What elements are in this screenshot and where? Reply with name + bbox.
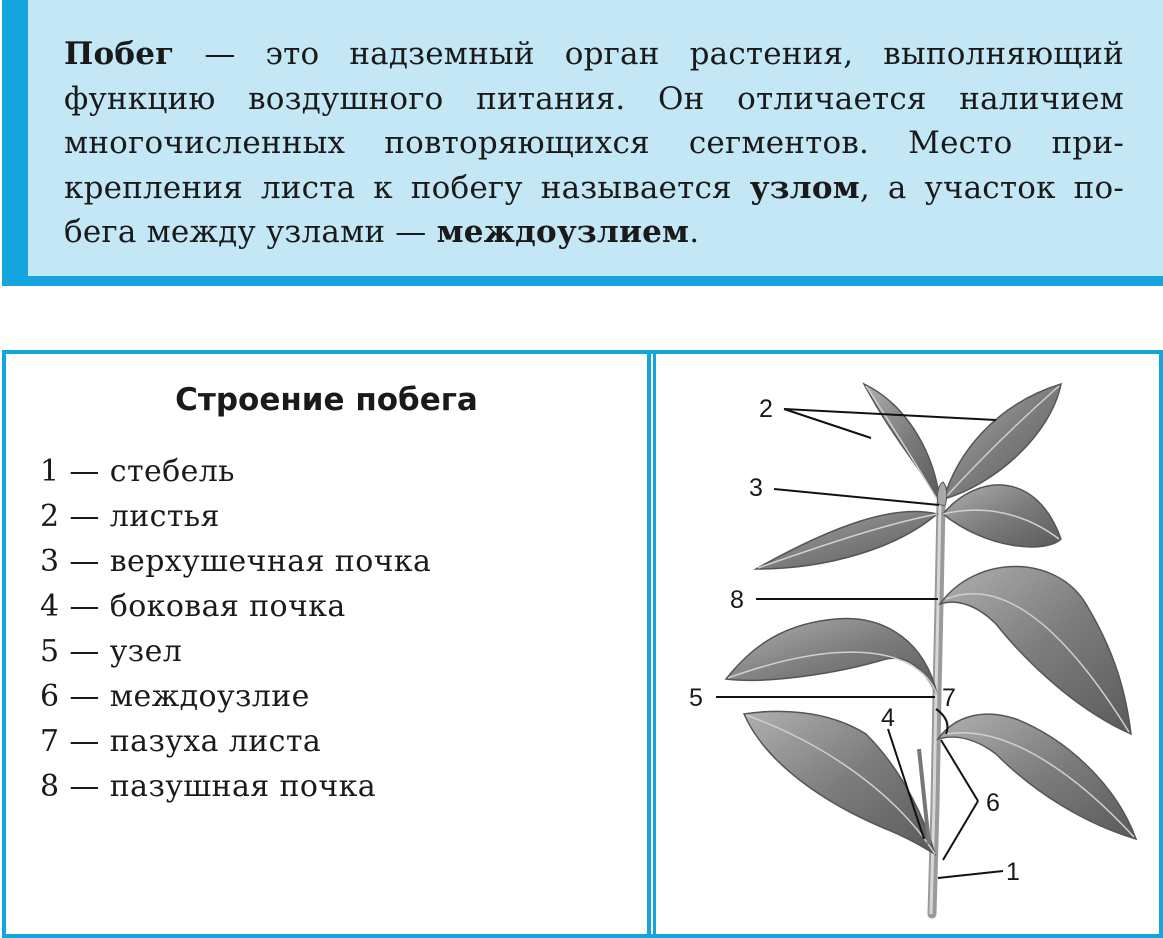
term-node: узлом <box>749 169 860 206</box>
definition-line: бега между узлами — междоузлием. <box>64 214 700 250</box>
legend-item: 4 — боковая почка <box>40 589 346 624</box>
callout-label: 6 <box>986 789 1000 817</box>
definition-line: крепления листа к побегу называется узлом, а участок по- <box>64 169 1124 206</box>
callout-label: 8 <box>730 586 744 614</box>
callout-label: 5 <box>689 684 703 712</box>
legend-item: 2 — листья <box>40 499 220 534</box>
callout-label: 3 <box>749 474 763 502</box>
callout-label: 2 <box>759 395 773 423</box>
leaf <box>944 384 1061 499</box>
callout-label: 4 <box>881 704 895 732</box>
leaf <box>943 485 1061 547</box>
legend-item: 5 — узел <box>40 634 183 669</box>
callout-line-6 <box>943 801 978 860</box>
legend-item: 6 — междоузлие <box>40 679 310 714</box>
term-internode: междоузлием <box>436 214 690 250</box>
definition-line: многочисленных повторяющихся сегментов. Место при- <box>64 125 1124 161</box>
definition-line: функцию воздушного питания. Он отличается наличием <box>64 80 1124 117</box>
callout-label: 7 <box>942 684 956 712</box>
apical-bud <box>937 482 946 506</box>
legend-title: Строение побега <box>175 382 478 418</box>
legend-item: 8 — пазушная почка <box>40 769 377 804</box>
legend-item: 1 — стебель <box>40 454 235 489</box>
panel-divider <box>647 354 651 934</box>
leaf <box>940 567 1131 735</box>
callout-line-1 <box>938 871 1003 878</box>
shoot-illustration <box>656 354 1161 934</box>
definition-text <box>64 32 1124 255</box>
callout-label: 1 <box>1006 858 1020 886</box>
definition-box <box>2 0 1163 286</box>
callout-line-3 <box>774 489 939 505</box>
callout-line-6 <box>941 740 978 801</box>
definition-line: Побег — это надземный орган растения, выполняющий <box>64 36 1124 72</box>
legend-item: 7 — пазуха листа <box>40 724 322 759</box>
legend-item: 3 — верхушечная почка <box>40 544 432 579</box>
leaf <box>726 618 937 694</box>
shoot-structure-panel <box>2 350 1163 938</box>
legend-list <box>40 449 431 809</box>
leaf-vein <box>866 386 940 504</box>
